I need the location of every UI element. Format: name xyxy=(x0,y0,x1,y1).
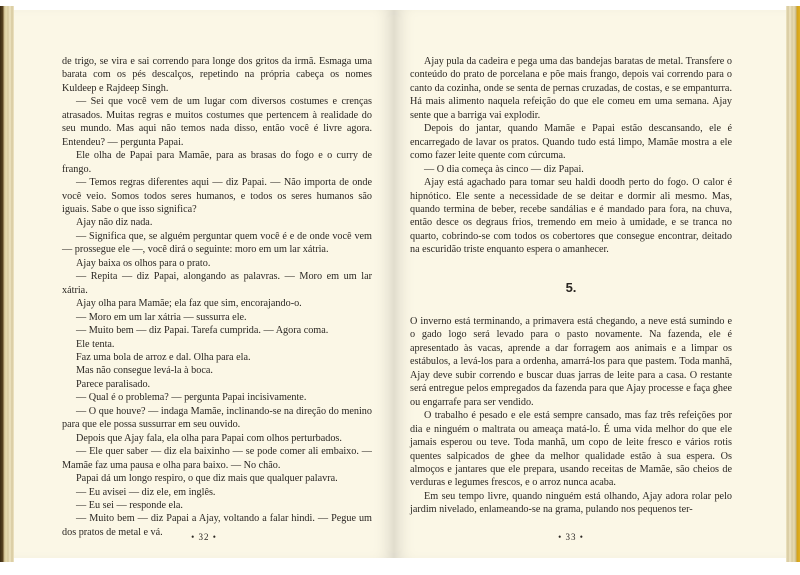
right-page-text-bottom xyxy=(410,315,732,517)
paragraph: — Qual é o problema? — pergunta Papai incisivamente. xyxy=(76,392,307,404)
paragraph: — Muito bem — diz Papai a Ajay, voltando a falar hindi. — Pegue um dos pratos de metal e vá. xyxy=(62,513,372,538)
chapter-heading: 5. xyxy=(565,280,577,295)
paragraph: Ajay olha para Mamãe; ela faz que sim, encorajando-o. xyxy=(76,298,302,310)
paragraph: — Sei que você vem de um lugar com diversos costumes e crenças atrasados. Muitas regras e muitos costumes que pertencem à realidade do seu mundo. Mas aqui não temos nada disso, então você é livre agora. Entendeu? — pergunta Papai. xyxy=(62,96,372,148)
paragraph: Papai dá um longo respiro, o que diz mais que qualquer palavra. xyxy=(76,473,338,485)
paragraph: Ele olha de Papai para Mamãe, para as brasas do fogo e o curry de frango. xyxy=(62,150,372,175)
paragraph: Depois do jantar, quando Mamãe e Papai estão descansando, ele é encarregado de lavar os pratos. Quando tudo está limpo, Mamãe mostra a ele como fazer leite quente com cúrcuma. xyxy=(410,123,732,162)
paragraph: Faz uma bola de arroz e dal. Olha para ela. xyxy=(76,351,251,363)
paragraph: — Muito bem — diz Papai. Tarefa cumprida. — Agora coma. xyxy=(76,325,329,337)
paragraph: Em seu tempo livre, quando ninguém está olhando, Ajay adora rolar pelo jardim nivelado, enlameando-se na grama, pulando nos pequenos ter- xyxy=(410,490,732,516)
paragraph: — O que houve? — indaga Mamãe, inclinando-se na direção do menino para que ele possa sussurrar em seu ouvido. xyxy=(62,405,372,431)
paragraph: — Significa que, se alguém perguntar quem você é e de onde você vem — prossegue ele —, você dirá o seguinte: moro em um lar xátria. xyxy=(62,230,372,256)
paragraph: O inverno está terminando, a primavera está chegando, a neve está sumindo e o gado logo será levado para o pasto novamente. Na fazenda, ele é apresentado às vacas, aprende a dar forragem aos animais e a limpar os estábulos, a levá-los para a ordenha, amarrá-los para que pastem. Toda manhã, Ajay deve subir correndo e buscar duas jarras de leite para a casa. O restante será entregue pelos empregados da fazenda para que Ajay processe e faça ghee ou engarrafe para ser vendido. xyxy=(410,316,732,408)
right-page-edges xyxy=(786,6,800,562)
paragraph: Ajay está agachado para tomar seu haldi doodh perto do fogo. O calor é hipnótico. Ele sente a necessidade de se deitar e dormir ali mesmo. Mas, quando termina de beber, recebe sandálias e é mandado para fora, na chuva, então desce os degraus frios, tremendo em meio à umidade, e se tranca no quarto, cobrindo-se com todos os cobertores que consegue encontrar, deitado na escuridão triste enquanto espera o amanhecer. xyxy=(410,177,732,256)
paragraph: Ajay pula da cadeira e pega uma das bandejas baratas de metal. Transfere o conteúdo do prato de porcelana e põe mais frango, depois vai correndo para o canto da cozinha, onde se senta de pernas cruzadas, de costas, e se empanturra. Há mais alimento naquela refeição do que ele comeu em uma semana. Ajay sente que a barriga vai explodir. xyxy=(410,56,732,121)
paragraph: Depois que Ajay fala, ela olha para Papai com olhos perturbados. xyxy=(76,432,342,444)
left-page-edges xyxy=(0,6,14,562)
paragraph: Ajay baixa os olhos para o prato. xyxy=(76,257,211,269)
paragraph: — Repita — diz Papai, alongando as palavras. — Moro em um lar xátria. xyxy=(62,271,372,296)
paragraph: Ajay não diz nada. xyxy=(76,217,153,229)
right-page-text-top xyxy=(410,55,732,257)
paragraph: — Eu avisei — diz ele, em inglês. xyxy=(76,486,216,498)
paragraph: — Ele quer saber — diz ela baixinho — se pode comer ali embaixo. — Mamãe faz uma pausa e olha para baixo. — No chão. xyxy=(62,446,372,471)
paragraph: O trabalho é pesado e ele está sempre cansado, mas faz três refeições por dia e ninguém o maltrata ou ameaça matá-lo. É uma vida melhor do que ele jamais esperou ou teve. Toda manhã, um copo de leite fresco e vários rotis quentes salpicados de ghee da melhor qualidade estão à sua espera. Os almoços e jantares que ele prepara, usando receitas de Mamãe, são cheios de verduras e legumes frescos, e o arroz nunca acaba. xyxy=(410,410,732,489)
paragraph: — O dia começa às cinco — diz Papai. xyxy=(424,163,584,175)
paragraph: — Eu sei — responde ela. xyxy=(76,499,183,511)
page-number: • 33 • xyxy=(558,532,584,542)
page-number: • 32 • xyxy=(191,532,217,542)
paragraph: de trigo, se vira e sai correndo para longe dos gritos da irmã. Esmaga uma barata com os pés descalços, repetindo na própria cabeça os nomes Kuldeep e Rajdeep Singh. xyxy=(62,56,372,94)
paragraph: Ele tenta. xyxy=(76,338,115,350)
paragraph: — Moro em um lar xátria — sussurra ele. xyxy=(76,311,247,323)
left-page-text xyxy=(62,55,372,539)
paragraph: — Temos regras diferentes aqui — diz Papai. — Não importa de onde você veio. Somos todos seres humanos, e todos os seres humanos são iguais. Sabe o que isso significa? xyxy=(62,177,372,215)
left-page xyxy=(14,10,394,558)
paragraph: Mas não consegue levá-la à boca. xyxy=(76,365,213,377)
paragraph: Parece paralisado. xyxy=(76,378,151,390)
right-page xyxy=(394,10,786,558)
